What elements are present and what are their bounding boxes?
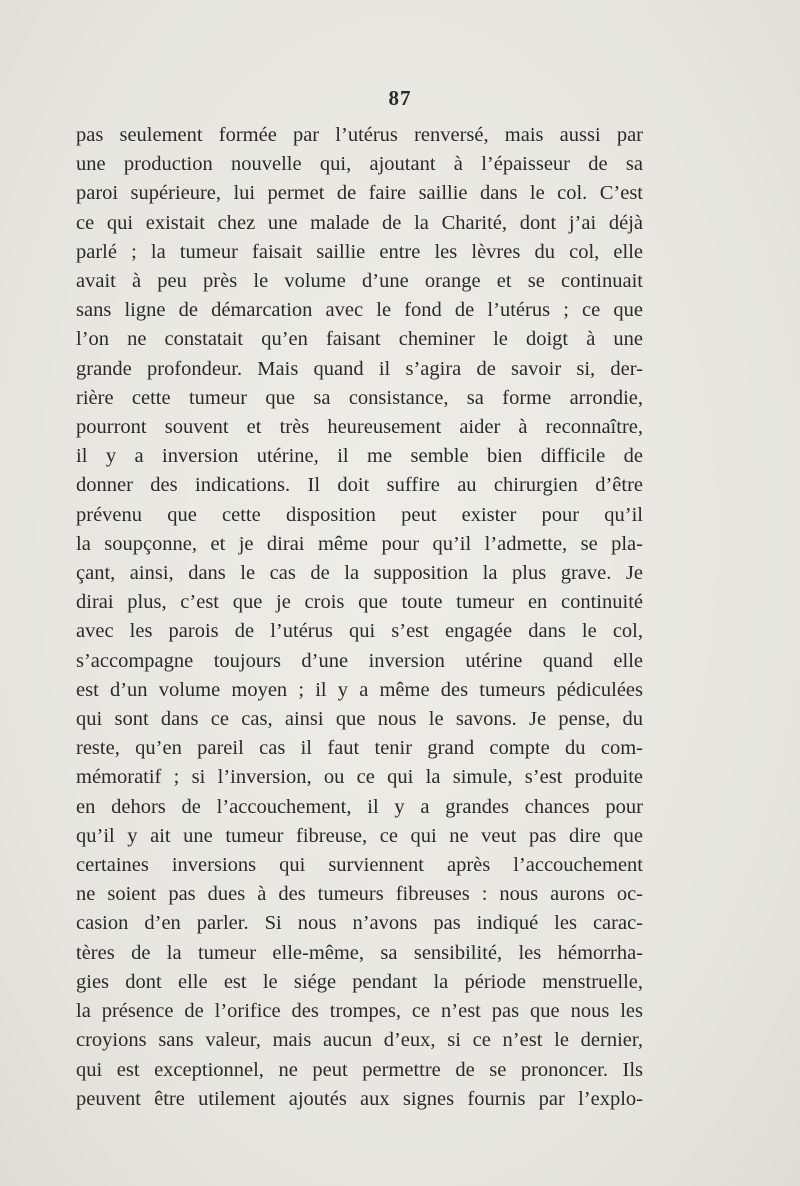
text-line: ce qui existait chez une malade de la Charité, dont j’ai déjà — [76, 211, 643, 234]
text-line: ne soient pas dues à des tumeurs fibreuses : nous aurons oc- — [76, 883, 643, 906]
text-line: reste, qu’en pareil cas il faut tenir grand compte du com- — [76, 737, 643, 760]
text-line: qu’il y ait une tumeur fibreuse, ce qui ne veut pas dire que — [76, 824, 643, 847]
text-line: çant, ainsi, dans le cas de la supposition la plus grave. Je — [76, 562, 643, 585]
text-line: avait à peu près le volume d’une orange et se continuait — [76, 270, 643, 293]
text-line: paroi supérieure, lui permet de faire saillie dans le col. C’est — [76, 182, 643, 205]
text-line: sans ligne de démarcation avec le fond de l’utérus ; ce que — [76, 299, 643, 322]
text-line: grande profondeur. Mais quand il s’agira de savoir si, der- — [76, 357, 643, 380]
text-line: pas seulement formée par l’utérus renversé, mais aussi par — [76, 124, 643, 146]
text-line: pourront souvent et très heureusement aider à reconnaître, — [76, 416, 643, 439]
text-line: il y a inversion utérine, il me semble bien difficile de — [76, 445, 643, 468]
text-line: mémoratif ; si l’inversion, ou ce qui la simule, s’est produite — [76, 766, 643, 789]
page-number: 87 — [388, 86, 412, 110]
body-text — [76, 121, 643, 1114]
text-line: une production nouvelle qui, ajoutant à l’épaisseur de sa — [76, 153, 643, 176]
text-line: rière cette tumeur que sa consistance, sa forme arrondie, — [76, 386, 643, 409]
text-line: donner des indications. Il doit suffire au chirurgien d’être — [76, 474, 643, 497]
text-line: tères de la tumeur elle-même, sa sensibilité, les hémorrha- — [76, 941, 643, 964]
text-line: croyions sans valeur, mais aucun d’eux, si ce n’est le dernier, — [76, 1029, 643, 1052]
text-line: parlé ; la tumeur faisait saillie entre les lèvres du col, elle — [76, 240, 643, 263]
text-line: la présence de l’orifice des trompes, ce n’est pas que nous les — [76, 1000, 643, 1023]
text-line: gies dont elle est le siége pendant la période menstruelle, — [76, 970, 643, 993]
text-line: certaines inversions qui surviennent après l’accouchement — [76, 854, 643, 877]
text-line: qui est exceptionnel, ne peut permettre de se prononcer. Ils — [76, 1058, 643, 1081]
text-line: qui sont dans ce cas, ainsi que nous le savons. Je pense, du — [76, 708, 643, 731]
text-line: la soupçonne, et je dirai même pour qu’il l’admette, se pla- — [76, 532, 643, 555]
text-line: peuvent être utilement ajoutés aux signes fournis par l’explo- — [76, 1087, 643, 1110]
text-line: s’accompagne toujours d’une inversion utérine quand elle — [76, 649, 643, 672]
text-line: casion d’en parler. Si nous n’avons pas indiqué les carac- — [76, 912, 643, 935]
text-line: avec les parois de l’utérus qui s’est engagée dans le col, — [76, 620, 643, 643]
text-line: prévenu que cette disposition peut exister pour qu’il — [76, 503, 643, 526]
text-line: en dehors de l’accouchement, il y a grandes chances pour — [76, 795, 643, 818]
text-line: l’on ne constatait qu’en faisant cheminer le doigt à une — [76, 328, 643, 351]
text-line: dirai plus, c’est que je crois que toute tumeur en continuité — [76, 591, 643, 614]
text-line: est d’un volume moyen ; il y a même des tumeurs pédiculées — [76, 678, 643, 701]
